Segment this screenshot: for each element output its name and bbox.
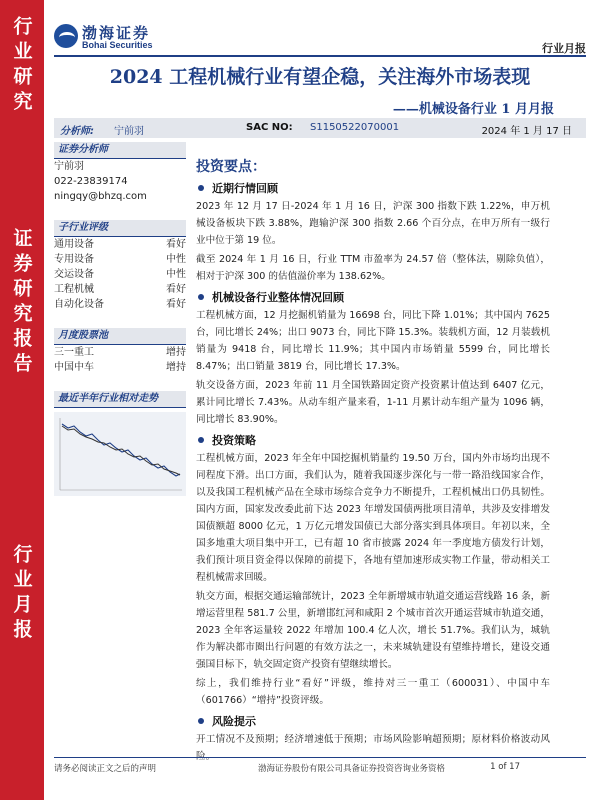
paragraph: 截至 2024 年 1 月 16 日，行业 TTM 市盈率为 24.57 倍（整体法，剔除负值），相对于沪深 300 的估值溢价率为 138.62%。: [196, 254, 550, 282]
paragraph: 综上，我们维持行业“看好”评级，维持对三一重工（600031）、中国中车（601766）“增持”投资评级。: [196, 678, 550, 706]
rating-value: 中性: [166, 254, 186, 265]
section-industry-overview: 机械设备行业整体情况回顾: [196, 289, 550, 305]
section-risk: 风险提示: [196, 713, 550, 729]
pool-rating: 增持: [166, 347, 186, 358]
paragraph: 工程机械方面，2023 年全年中国挖掘机销量约 19.50 万台，国内外市场均出现不同程度下滑。出口方面，我们认为，随着我国逐步深化与一带一路沿线国家合作，以及我国工程机械产品在全球市场综合竞争力不断提升，工程机械出口仍具韧性。国内方面，国家发改委此前下达 2023 年增发国债两批项目清单，共涉及安排增发国债额超 8000 亿元，1 万亿元增发国债已大部分落实到具体项目。年初以来，全国多地重大项目集中开工，已有超 10 省市披露 2024 年一季度地方债发行计划，我们预计项目资金得以保障的前提下，各地有望加速形成实物工作量，带动相关工程机械需求回暖。: [196, 453, 550, 583]
footer-disclaimer: 请务必阅读正文之后的声明: [54, 764, 157, 774]
rating-row: [54, 297, 186, 312]
rating-row: [54, 282, 186, 297]
rating-row: [54, 237, 186, 252]
rating-value: 看好: [166, 239, 186, 250]
rating-name: 专用设备: [54, 254, 94, 265]
report-date: 2024 年 1 月 17 日: [481, 126, 572, 137]
sidebar: [0, 0, 44, 800]
pool-name: 中国中车: [54, 362, 94, 373]
report-title: 2024 工程机械行业有望企稳，关注海外市场表现: [109, 66, 531, 88]
sidebar-bottom-label: 行业月报: [10, 544, 33, 644]
analyst-section-head: 证券分析师: [54, 142, 186, 159]
paragraph: 轨交方面，根据交通运输部统计，2023 全年新增城市轨道交通运营线路 16 条，新增运营里程 581.7 公里，新增邯红河和咸阳 2 个城市首次开通运营城市轨道交通，2023 全年客运量较 2022 年增加 100.4 亿人次，增长 51.7%。我们认为，城轨作为解决都市圈出行问题的有效方法之一，未来城轨建设有望维持增长，建设交通强国目标下，轨交固定资产投资有望继续增长。: [196, 591, 550, 670]
sidebar-mid-label: 证券研究报告: [10, 228, 33, 378]
rating-name: 工程机械: [54, 284, 94, 295]
stock-pool-head: 月度股票池: [54, 328, 186, 345]
bullet-icon: [198, 294, 204, 300]
paragraph: 轨交设备方面，2023 年前 11 月全国铁路固定资产投资累计值达到 6407 亿元，累计同比增长 7.43%。从动车组产量来看，1-11 月累计动车组产量为 1096 辆，同比增长 83.90%。: [196, 380, 550, 425]
rating-name: 交运设备: [54, 269, 94, 280]
rating-name: 通用设备: [54, 239, 94, 250]
key-points-heading: 投资要点：: [196, 159, 266, 175]
analyst-phone: 022-23839174: [54, 176, 128, 187]
rating-section-head: 子行业评级: [54, 220, 186, 237]
relative-trend-chart: [54, 412, 186, 496]
footer-qualification: 渤海证券股份有限公司具备证券投资咨询业务资格: [258, 764, 446, 774]
chart-line-index: [62, 426, 180, 475]
section-strategy: 投资策略: [196, 432, 550, 448]
left-column: [54, 142, 186, 496]
page-number: 1 of 17: [490, 762, 520, 772]
paragraph: 开工情况不及预期；经济增速低于预期；市场风险影响超预期；原材料价格波动风险。: [196, 734, 550, 762]
rating-list: [54, 237, 186, 312]
section-market-review: 近期行情回顾: [196, 180, 550, 196]
bullet-icon: [198, 185, 204, 191]
rating-row: [54, 267, 186, 282]
footer-divider: [54, 757, 586, 758]
report-subtitle: ——机械设备行业 1 月月报: [392, 102, 554, 117]
info-bar: [54, 118, 586, 138]
pool-row: [54, 360, 186, 375]
trend-chart-head: 最近半年行业相对走势: [54, 391, 186, 408]
bullet-icon: [198, 437, 204, 443]
pool-row: [54, 345, 186, 360]
rating-name: 自动化设备: [54, 299, 104, 310]
company-logo: [54, 22, 204, 52]
rating-row: [54, 252, 186, 267]
analyst-name-left: 宁前羽: [54, 161, 84, 172]
trend-chart-svg: [54, 412, 186, 496]
rating-value: 看好: [166, 299, 186, 310]
pool-name: 三一重工: [54, 347, 94, 358]
rating-value: 看好: [166, 284, 186, 295]
rating-value: 中性: [166, 269, 186, 280]
analyst-name: 宁前羽: [114, 126, 144, 137]
analyst-email[interactable]: ningqy@bhzq.com: [54, 191, 147, 202]
logo-cn: 渤海证券: [82, 24, 151, 42]
sidebar-top-label: 行业研究: [10, 16, 33, 116]
logo-mark-icon: [54, 24, 78, 48]
analyst-label: 分析师:: [60, 126, 94, 137]
report-type: 行业月报: [542, 42, 586, 55]
pool-rating: 增持: [166, 362, 186, 373]
header-divider: [54, 55, 586, 57]
logo-en: Bohai Securities: [82, 40, 153, 50]
paragraph: 工程机械方面，12 月挖掘机销量为 16698 台，同比下降 1.01%；其中国内 7625 台，同比增长 24%；出口 9073 台，同比下降 15.3%。装载机方面，12 月装载机销量为 9418 台，同比增长 11.9%；其中国内市场销量 5599 台，同比增长 8.47%；出口销量 3819 台，同比增长 17.3%。: [196, 310, 550, 372]
sac-number: S1150522070001: [310, 122, 400, 133]
sac-label: SAC NO:: [246, 122, 293, 133]
paragraph: 2023 年 12 月 17 日-2024 年 1 月 16 日，沪深 300 指数下跌 1.22%，申万机械设备板块下跌 3.88%，跑输沪深 300 指数 2.66 个百分点，在申万所有一级行业中位于第 19 位。: [196, 201, 550, 246]
bullet-icon: [198, 718, 204, 724]
main-content: [196, 156, 550, 765]
